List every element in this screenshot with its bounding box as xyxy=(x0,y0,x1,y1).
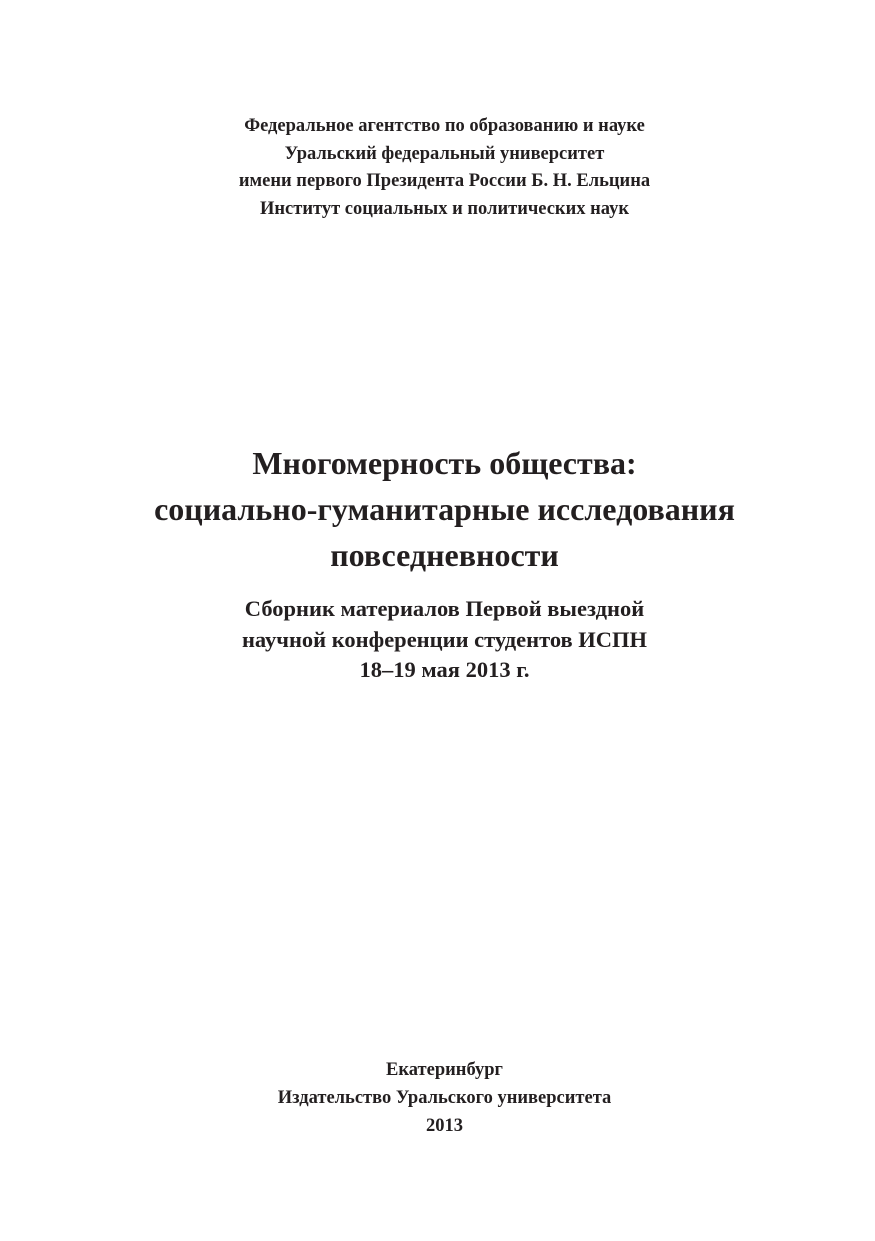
imprint xyxy=(0,1056,875,1140)
title-line-2: социально-гуманитарные исследования xyxy=(154,491,735,527)
book-title xyxy=(0,440,875,578)
title-line-1: Многомерность общества: xyxy=(252,445,637,481)
subtitle-line-2: научной конференции студентов ИСПН xyxy=(241,626,648,652)
book-subtitle xyxy=(0,594,875,686)
header-line-agency: Федеральное агентство по образованию и науке xyxy=(244,116,645,136)
imprint-publisher: Издательство Уральского университета xyxy=(277,1088,612,1108)
subtitle-line-1: Сборник материалов Первой выездной xyxy=(244,596,645,621)
header-line-institute: Институт социальных и политических наук xyxy=(259,198,630,219)
institution-header xyxy=(0,113,875,223)
subtitle-date: 18–19 мая 2013 г. xyxy=(359,657,530,682)
imprint-year: 2013 xyxy=(426,1116,463,1136)
imprint-city: Екатеринбург xyxy=(386,1060,503,1080)
title-line-3: повседневности xyxy=(330,537,559,573)
header-line-university: Уральский федеральный университет xyxy=(284,143,605,164)
header-line-university-named: имени первого Президента России Б. Н. Ельцина xyxy=(238,171,651,191)
